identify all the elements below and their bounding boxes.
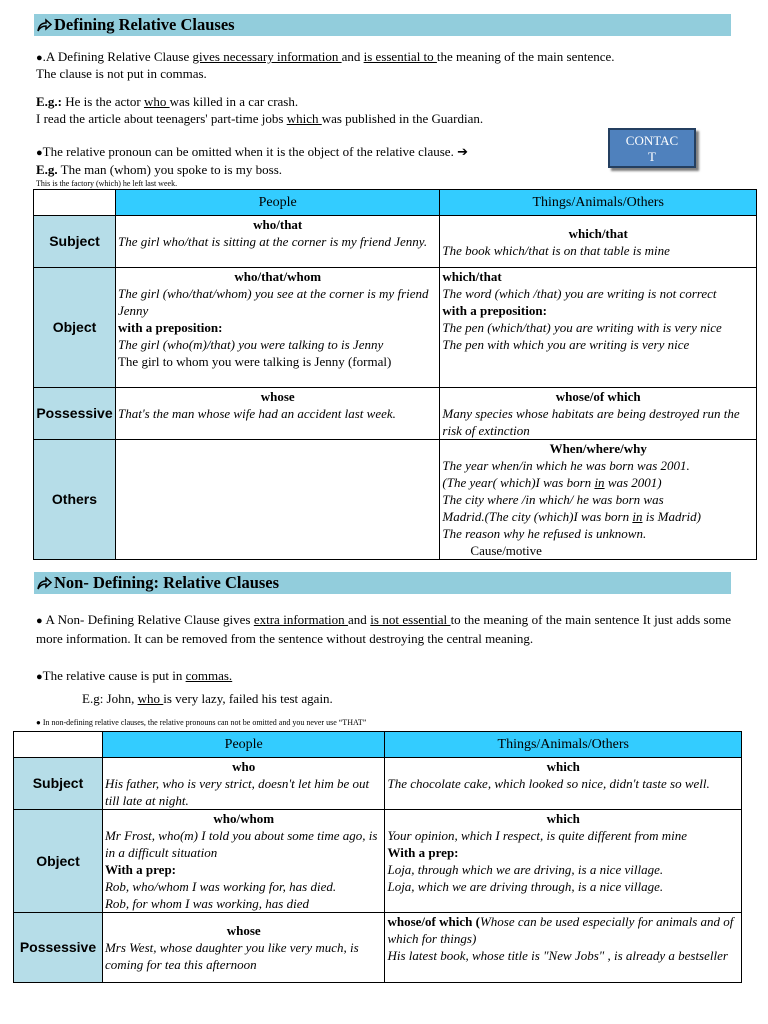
table-row (14, 758, 742, 810)
small-note: This is the factory (which) he left last week. (36, 179, 178, 188)
non-defining-example: E.g: John, who is very lazy, failed his test again. (82, 691, 333, 706)
cell-object-things: which/that The word (which /that) you are writing is not correct with a preposition: The pen (which/that) you are writing with is very nice The pen with which you are writing is very nice (440, 268, 757, 388)
commas-paragraph: ●The relative cause is put in commas. (36, 668, 233, 683)
row-label-object: Object (34, 268, 116, 388)
cell-others-people (115, 440, 439, 560)
share-arrow-icon (36, 572, 54, 597)
row-label-others: Others (34, 440, 116, 560)
row-label-possessive: Possessive (34, 388, 116, 440)
table-row (34, 388, 757, 440)
non-defining-paragraph: ● A Non- Defining Relative Clause gives extra information and is not essential to the meaning of the main sentence It just adds some more information. It can be removed from the sentence without destroying the central meaning. (36, 612, 731, 646)
share-arrow-icon (36, 14, 54, 39)
cell-possessive-people: whose That's the man whose wife had an accident last week. (115, 388, 439, 440)
row-label-subject: Subject (34, 216, 116, 268)
cell-subject-people: who His father, who is very strict, doesn't let him be out till late at night. (102, 758, 385, 810)
table-row (34, 216, 757, 268)
cell-object-people: who/whom Mr Frost, who(m) I told you about some time ago, is in a difficult situation With a prep: Rob, who/whom I was working for, has died. Rob, for whom I was working, has died (102, 810, 385, 913)
table-header-row (34, 190, 757, 216)
row-label-object: Object (14, 810, 103, 913)
defining-table (33, 189, 757, 560)
examples-paragraph: E.g.: He is the actor who was killed in a car crash. I read the article about teenagers' part-time jobs which was published in the Guardian. (36, 94, 484, 126)
cell-subject-people: who/that The girl who/that is sitting at the corner is my friend Jenny. (115, 216, 439, 268)
table-row (34, 268, 757, 388)
col-header-things: Things/Animals/Others (440, 190, 757, 216)
contact-button[interactable]: CONTAC T (608, 128, 696, 168)
col-header-things: Things/Animals/Others (385, 732, 742, 758)
table-row (14, 913, 742, 983)
cell-object-things: which Your opinion, which I respect, is quite different from mine With a prep: Loja, through which we are driving, is a nice village. Loja, which we are driving through, is a nice village. (385, 810, 742, 913)
section-title-non-defining: Non- Defining: Relative Clauses (34, 572, 731, 594)
row-label-possessive: Possessive (14, 913, 103, 983)
cell-possessive-things: whose/of which Many species whose habitats are being destroyed run the risk of extinction (440, 388, 757, 440)
omission-paragraph: ●The relative pronoun can be omitted when it is the object of the relative clause. ➔ E.g. The man (whom) you spoke to is my boss. (36, 144, 468, 177)
non-defining-small-note: ● In non-defining relative clauses, the relative pronouns can not be omitted and you never use “THAT” (36, 718, 367, 727)
cell-others-things: When/where/why The year when/in which he was born was 2001. (The year( which)I was born in was 2001) The city where /in which/ he was born was Madrid.(The city (which)I was born in is Madrid) The reason why he refused is unknown. Cause/motive (440, 440, 757, 560)
cell-object-people: who/that/whom The girl (who/that/whom) you see at the corner is my friend Jenny with a preposition: The girl (who(m)/that) you were talking to is Jenny The girl to whom you were talking is Jenny (formal) (115, 268, 439, 388)
definition-paragraph: ●.A Defining Relative Clause gives necessary information and is essential to the meaning of the main sentence. The clause is not put in commas. (36, 49, 615, 81)
cell-possessive-people: whose Mrs West, whose daughter you like very much, is coming for tea this afternoon (102, 913, 385, 983)
table-row (14, 810, 742, 913)
cell-subject-things: which/that The book which/that is on that table is mine (440, 216, 757, 268)
cell-subject-things: which The chocolate cake, which looked so nice, didn't taste so well. (385, 758, 742, 810)
section-title-defining: Defining Relative Clauses (34, 14, 731, 36)
table-row (34, 440, 757, 560)
right-arrow-icon: ➔ (457, 145, 468, 160)
table-header-row (14, 732, 742, 758)
cell-possessive-things: whose/of which (Whose can be used especially for animals and of which for things) His latest book, whose title is "New Jobs" , is already a bestseller (385, 913, 742, 983)
row-label-subject: Subject (14, 758, 103, 810)
col-header-people: People (115, 190, 439, 216)
non-defining-table (13, 731, 742, 983)
col-header-people: People (102, 732, 385, 758)
